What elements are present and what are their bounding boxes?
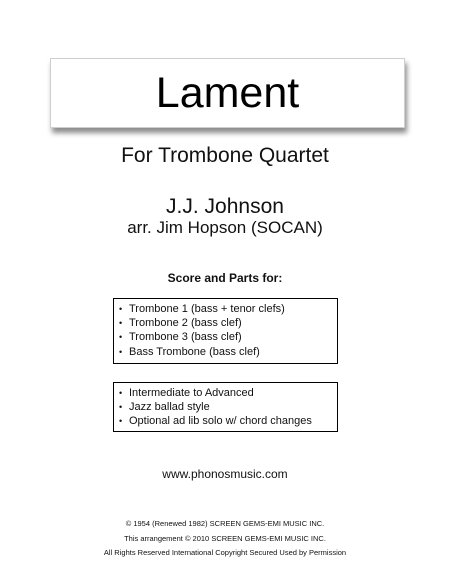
features-list-item: • Optional ad lib solo w/ chord changes (118, 414, 333, 428)
parts-list-item: • Trombone 3 (bass clef) (118, 330, 333, 344)
parts-list-item: • Trombone 2 (bass clef) (118, 316, 333, 330)
title-box (50, 58, 405, 128)
page-title: Lament (155, 69, 300, 117)
features-list-item: • Jazz ballad style (118, 400, 333, 414)
website-link[interactable]: www.phonosmusic.com (162, 467, 288, 481)
parts-list-item: • Bass Trombone (bass clef) (118, 345, 333, 359)
parts-list (118, 302, 333, 359)
parts-heading: Score and Parts for: (167, 271, 283, 285)
copyright-line: © 1954 (Renewed 1982) SCREEN GEMS-EMI MUSIC INC. (125, 519, 325, 528)
copyright-line: All Rights Reserved International Copyright Secured Used by Permission (103, 548, 347, 557)
parts-list-item: • Trombone 1 (bass + tenor clefs) (118, 302, 333, 316)
features-list-item: • Intermediate to Advanced (118, 386, 333, 400)
subtitle: For Trombone Quartet (121, 144, 329, 167)
arranger-credit: arr. Jim Hopson (SOCAN) (127, 218, 323, 237)
copyright-line: This arrangement © 2010 SCREEN GEMS-EMI MUSIC INC. (124, 534, 326, 543)
composer-name: J.J. Johnson (166, 195, 284, 218)
features-list (118, 386, 333, 429)
features-list-box (113, 382, 338, 432)
parts-list-box (113, 298, 338, 364)
